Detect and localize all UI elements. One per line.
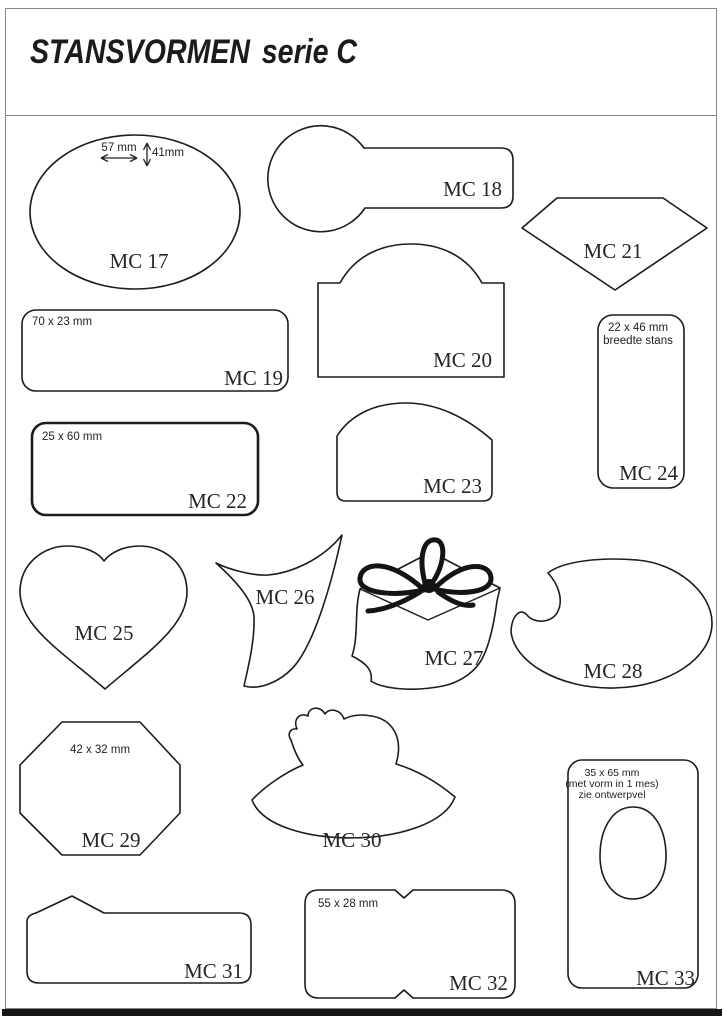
- mc17-height-dimension: 41mm: [152, 147, 184, 159]
- page-title-suffix: serie C: [261, 33, 358, 71]
- mc25-label: MC 25: [74, 621, 134, 645]
- mc33-size-text: 35 x 65 mm: [584, 767, 640, 779]
- mc18-label: MC 18: [443, 177, 502, 201]
- mc33-note2-text: zie ontwerpvel: [578, 789, 646, 801]
- mc27-label: MC 27: [424, 646, 484, 670]
- mc32-size-text: 55 x 28 mm: [318, 898, 379, 910]
- mc30-label: MC 30: [322, 828, 382, 852]
- mc22-size-text: 25 x 60 mm: [42, 431, 103, 443]
- mc17-width-dimension: 57 mm: [101, 142, 137, 154]
- mc20-label: MC 20: [433, 348, 492, 372]
- mc17-label: MC 17: [109, 249, 169, 273]
- mc33-label: MC 33: [636, 966, 695, 990]
- mc24-size-text: 22 x 46 mm: [607, 322, 669, 334]
- mc24-label: MC 24: [619, 461, 678, 485]
- mc25-heart-shape: [20, 546, 187, 689]
- mc23-label: MC 23: [423, 474, 482, 498]
- mc30-hat-shape: [252, 708, 455, 838]
- mc26-swoosh-shape: [216, 535, 342, 687]
- mc33-note1-text: (met vorm in 1 mes): [565, 778, 659, 790]
- mc19-label: MC 19: [224, 366, 283, 390]
- mc31-label: MC 31: [184, 959, 243, 983]
- page-bottom-bar: [2, 1009, 722, 1016]
- mc32-label: MC 32: [449, 971, 508, 995]
- mc29-size-text: 42 x 32 mm: [69, 744, 131, 756]
- mc24-note-text: breedte stans: [603, 335, 673, 347]
- mc22-label: MC 22: [188, 489, 247, 513]
- mc19-size-text: 70 x 23 mm: [32, 316, 93, 328]
- mc27-bow-knot: [422, 579, 436, 593]
- mc29-label: MC 29: [81, 828, 141, 852]
- mc33-egg-shape: [600, 807, 666, 899]
- mc26-label: MC 26: [255, 585, 315, 609]
- mc28-label: MC 28: [583, 659, 643, 683]
- mc21-label: MC 21: [583, 239, 643, 263]
- page-title-main: STANSVORMEN: [30, 33, 251, 71]
